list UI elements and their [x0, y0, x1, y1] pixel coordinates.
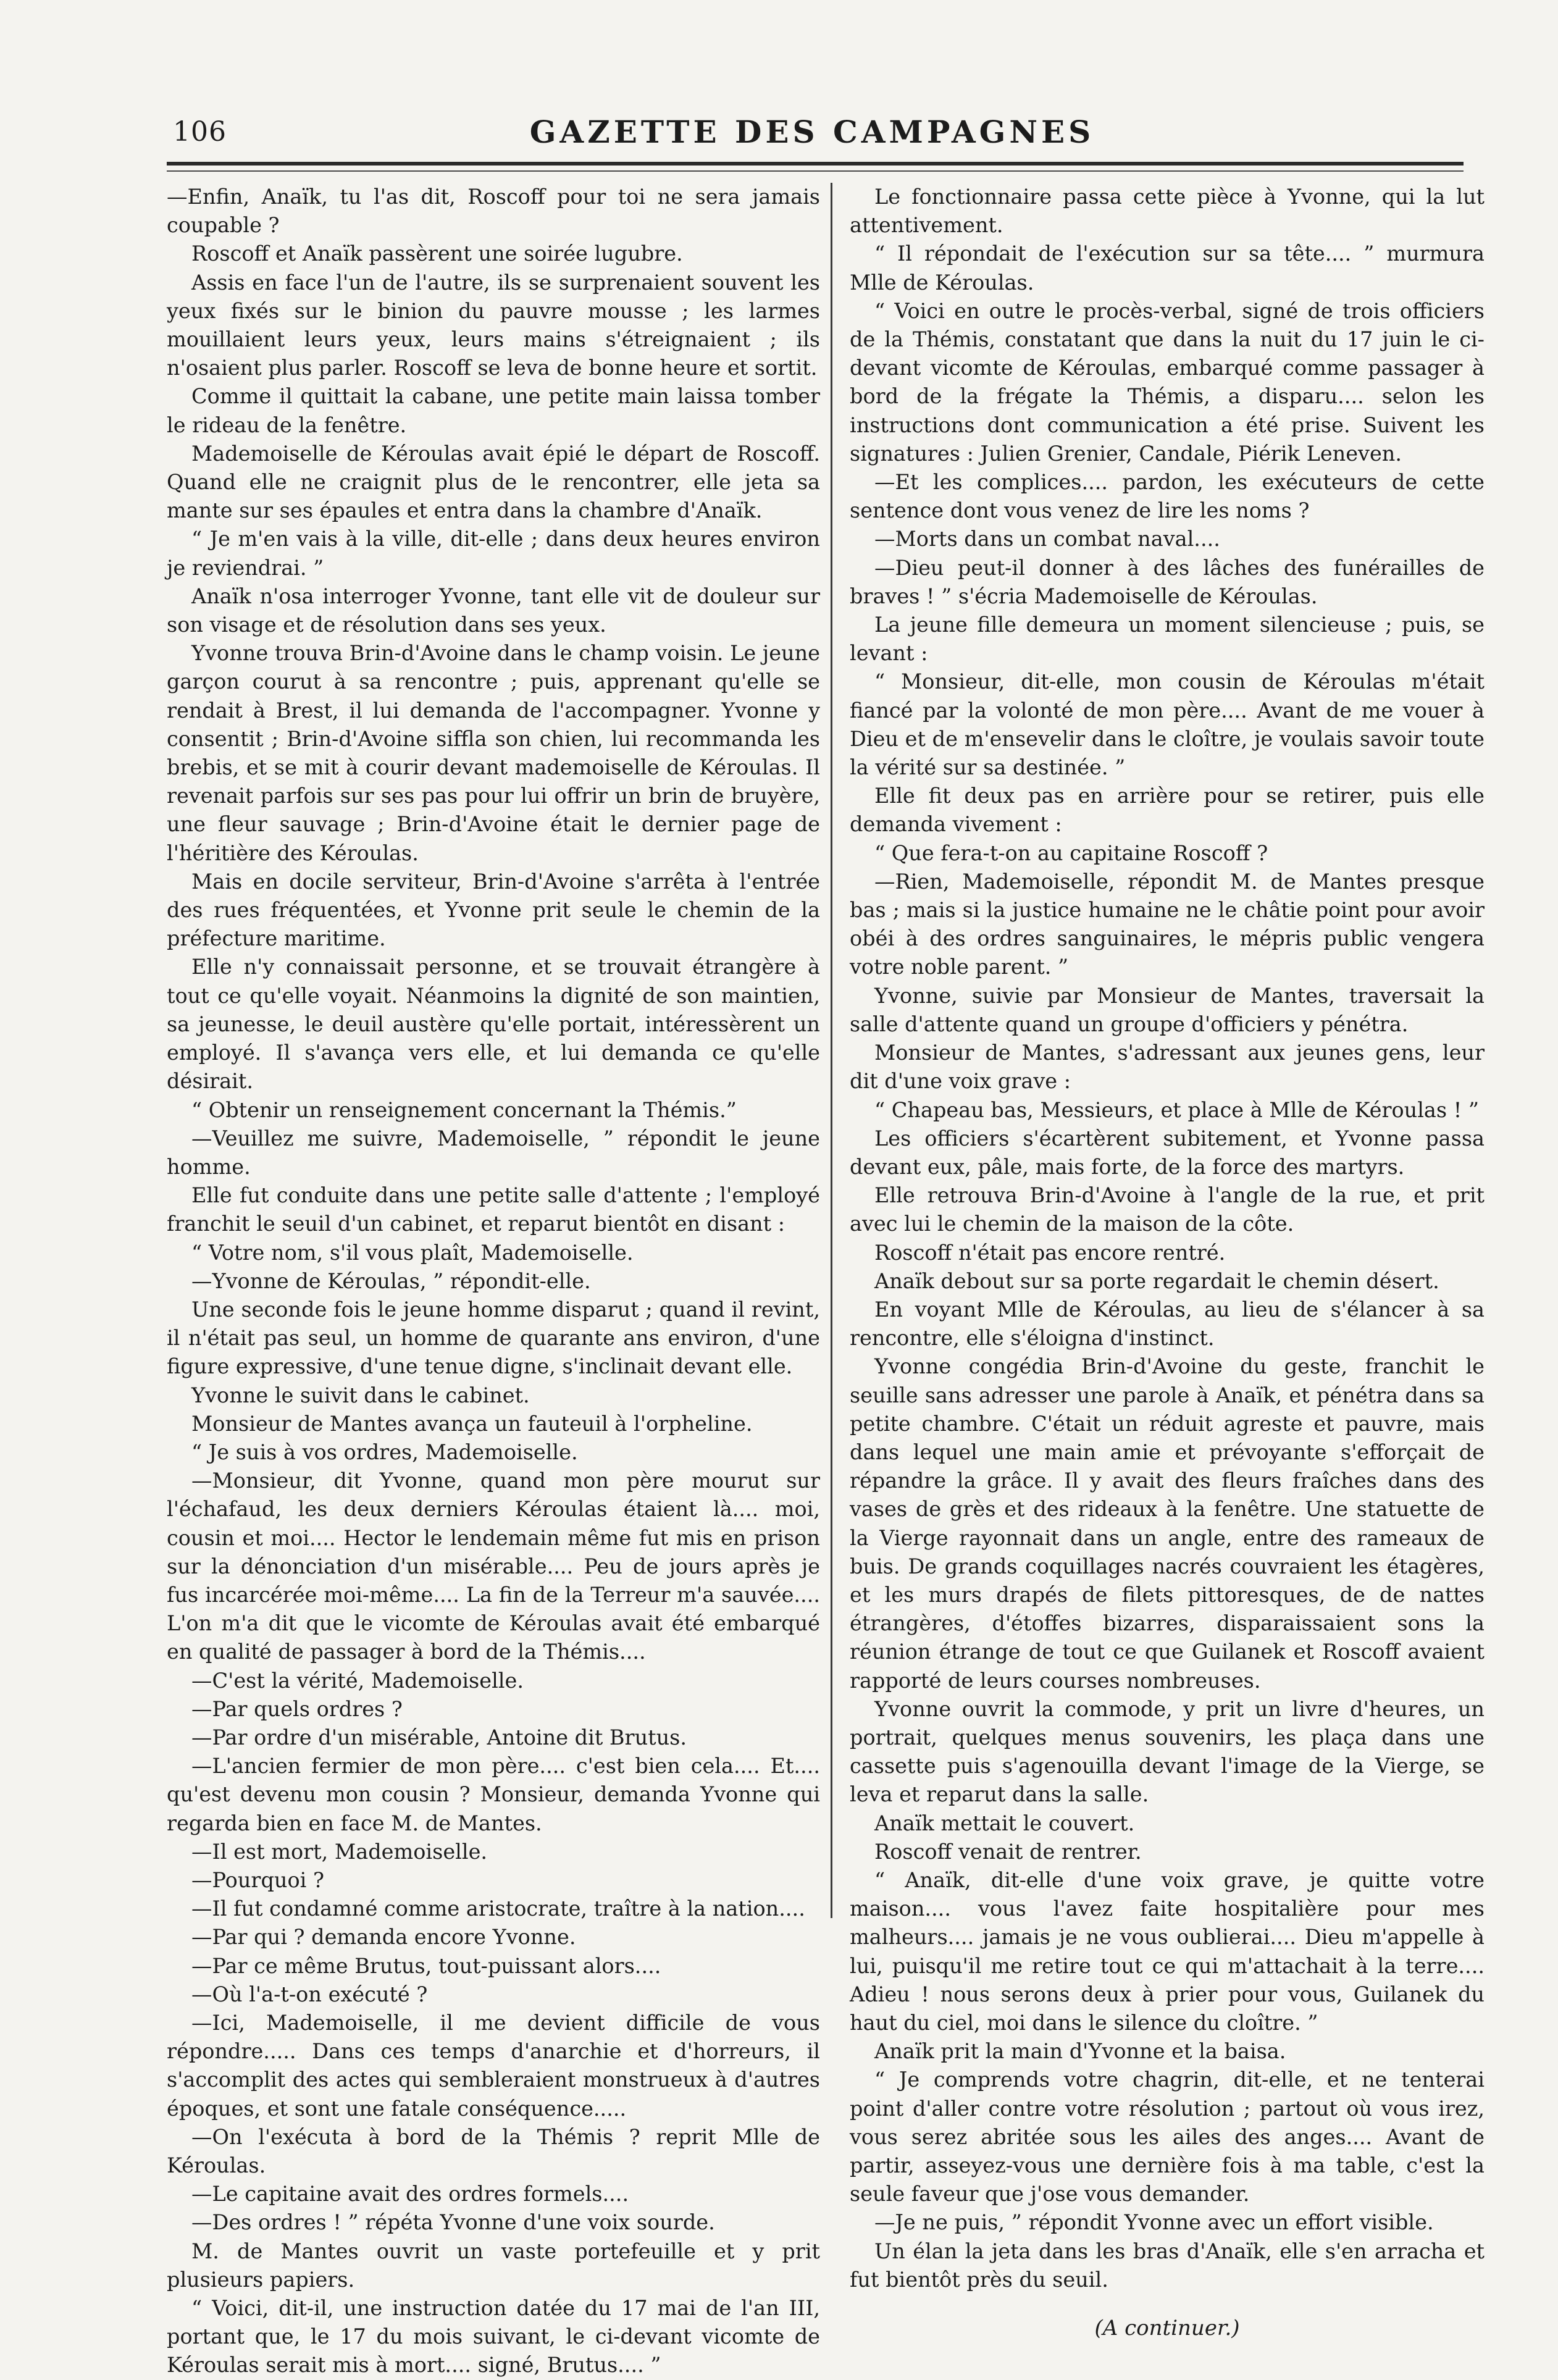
- paragraph: —C'est la vérité, Mademoiselle.: [191, 1668, 524, 1693]
- continuation-note: (A continuer.): [1094, 2316, 1240, 2341]
- paragraph: Anaïk mettait le couvert.: [874, 1811, 1135, 1835]
- paragraph: —On l'exécuta à bord de la Thémis ? reprit Mlle de Kéroulas.: [167, 2124, 820, 2178]
- paragraph: —Je ne puis, ” répondit Yvonne avec un effort visible.: [874, 2210, 1434, 2235]
- paragraph: Elle fit deux pas en arrière pour se retirer, puis elle demanda vivement :: [850, 784, 1485, 837]
- left-column: [167, 183, 820, 2380]
- paragraph: Roscoff et Anaïk passèrent une soirée lugubre.: [191, 241, 683, 266]
- paragraph: Le fonctionnaire passa cette pièce à Yvonne, qui la lut attentivement.: [850, 185, 1485, 238]
- paragraph: —Par ordre d'un misérable, Antoine dit Brutus.: [191, 1725, 687, 1749]
- paragraph: Monsieur de Mantes, s'adressant aux jeunes gens, leur dit d'une voix grave :: [850, 1041, 1485, 1094]
- paragraph: Monsieur de Mantes avança un fauteuil à l'orpheline.: [191, 1411, 753, 1436]
- paragraph: —Le capitaine avait des ordres formels....: [191, 2182, 629, 2206]
- header-rule-thick: [167, 162, 1464, 166]
- paragraph: “ Chapeau bas, Messieurs, et place à Mlle de Kéroulas ! ”: [874, 1097, 1479, 1122]
- paragraph: Yvonne, suivie par Monsieur de Mantes, traversait la salle d'attente quand un groupe d'officiers y pénétra.: [850, 983, 1485, 1036]
- paragraph: —Et les complices.... pardon, les exécuteurs de cette sentence dont vous venez de lire les noms ?: [850, 470, 1485, 523]
- paragraph: “ Voici en outre le procès-verbal, signé de trois officiers de la Thémis, constatant que dans la nuit du 17 juin le ci-devant vicomte de Kéroulas, embarqué comme passager à bord de la frégate la Thémis, a disparu.... selon les instructions dont communication a été prise. Suivent les signatures : Julien Grenier, Candale, Piérik Leneven.: [850, 298, 1485, 466]
- paragraph: Un élan la jeta dans les bras d'Anaïk, elle s'en arracha et fut bientôt près du seuil.: [850, 2239, 1485, 2292]
- paragraph: —Où l'a-t-on exécuté ?: [191, 1982, 428, 2006]
- paragraph: Mais en docile serviteur, Brin-d'Avoine s'arrêta à l'entrée des rues fréquentées, et Yvonne prit seule le chemin de la préfecture maritime.: [167, 869, 820, 951]
- paragraph: Elle n'y connaissait personne, et se trouvait étrangère à tout ce qu'elle voyait. Néanmoins la dignité de son maintien, sa jeunesse, le deuil austère qu'elle portait, intéressèrent un employé. Il s'avança vers elle, et lui demanda ce qu'elle désirait.: [167, 955, 820, 1094]
- paragraph: Une seconde fois le jeune homme disparut ; quand il revint, il n'était pas seul, un homme de quarante ans environ, d'une figure expressive, d'une tenue digne, s'inclinait devant elle.: [167, 1297, 820, 1379]
- page-header: [167, 105, 1457, 154]
- paragraph: —Rien, Mademoiselle, répondit M. de Mantes presque bas ; mais si la justice humaine ne le châtie point pour avoir obéi à des ordres sanguinaires, le mépris public vengera votre noble parent. ”: [850, 869, 1485, 979]
- paragraph: —Ici, Mademoiselle, il me devient difficile de vous répondre..... Dans ces temps d'anarchie et d'horreurs, il s'accomplit des actes qui sembleraient monstrueux à d'autres époques, et sont une fatale conséquence.....: [167, 2011, 820, 2121]
- paragraph: —Il est mort, Mademoiselle.: [191, 1839, 488, 1864]
- paragraph: “ Je suis à vos ordres, Mademoiselle.: [191, 1439, 578, 1464]
- right-column: [850, 183, 1485, 2342]
- paragraph: La jeune fille demeura un moment silencieuse ; puis, se levant :: [850, 613, 1485, 666]
- paragraph: “ Il répondait de l'exécution sur sa tête.... ” murmura Mlle de Kéroulas.: [850, 241, 1485, 295]
- paragraph: —Morts dans un combat naval....: [874, 527, 1220, 551]
- paragraph: —Enfin, Anaïk, tu l'as dit, Roscoff pour toi ne sera jamais coupable ?: [167, 185, 820, 238]
- paragraph: —Par qui ? demanda encore Yvonne.: [191, 1925, 576, 1950]
- paragraph: —Veuillez me suivre, Mademoiselle, ” répondit le jeune homme.: [167, 1126, 820, 1179]
- paragraph: En voyant Mlle de Kéroulas, au lieu de s'élancer à sa rencontre, elle s'éloigna d'instinct.: [850, 1297, 1485, 1351]
- paragraph: Elle retrouva Brin-d'Avoine à l'angle de la rue, et prit avec lui le chemin de la maison de la côte.: [850, 1183, 1485, 1236]
- paragraph: “ Votre nom, s'il vous plaît, Mademoiselle.: [191, 1240, 634, 1265]
- paragraph: Anaïk n'osa interroger Yvonne, tant elle vit de douleur sur son visage et de résolution dans ses yeux.: [167, 584, 820, 637]
- paragraph: Elle fut conduite dans une petite salle d'attente ; l'employé franchit le seuil d'un cabinet, et reparut bientôt en disant :: [167, 1183, 820, 1236]
- paragraph: —Par ce même Brutus, tout-puissant alors....: [191, 1953, 661, 1978]
- paragraph: —Dieu peut-il donner à des lâches des funérailles de braves ! ” s'écria Mademoiselle de Kéroulas.: [850, 555, 1485, 608]
- paragraph: Anaïk debout sur sa porte regardait le chemin désert.: [874, 1268, 1439, 1293]
- paragraph: “ Voici, dit-il, une instruction datée du 17 mai de l'an III, portant que, le 17 du mois suivant, le ci-devant vicomte de Kéroulas serait mis à mort.... signé, Brutus.... ”: [167, 2296, 820, 2378]
- paragraph: “ Monsieur, dit-elle, mon cousin de Kéroulas m'était fiancé par la volonté de mon père.... Avant de me vouer à Dieu et de m'ensevelir dans le cloître, je voulais savoir toute la vérité sur sa destinée. ”: [850, 669, 1485, 780]
- page-number: 106: [173, 116, 227, 148]
- paragraph: Anaïk prit la main d'Yvonne et la baisa.: [874, 2039, 1286, 2064]
- paragraph: Les officiers s'écartèrent subitement, et Yvonne passa devant eux, pâle, mais forte, de la force des martyrs.: [850, 1126, 1485, 1179]
- paragraph: —L'ancien fermier de mon père.... c'est bien cela.... Et.... qu'est devenu mon cousin ? Monsieur, demanda Yvonne qui regarda bien en face M. de Mantes.: [167, 1754, 820, 1835]
- paragraph: “ Anaïk, dit-elle d'une voix grave, je quitte votre maison.... vous l'avez faite hospitalière pour mes malheurs.... jamais je ne vous oublierai.... Dieu m'appelle à lui, puisqu'il me retire tout ce qui m'attachait à la terre.... Adieu ! nous serons deux à prier pour vous, Guilanek du haut du ciel, moi dans le silence du cloître. ”: [850, 1867, 1485, 2035]
- paragraph: —Yvonne de Kéroulas, ” répondit-elle.: [191, 1268, 591, 1293]
- paragraph: Assis en face l'un de l'autre, ils se surprenaient souvent les yeux fixés sur le binion du pauvre mousse ; les larmes mouillaient leurs yeux, leurs mains s'étreignaient ; ils n'osaient plus parler. Roscoff se leva de bonne heure et sortit.: [167, 270, 820, 380]
- paragraph: —Pourquoi ?: [191, 1867, 324, 1892]
- column-divider: [831, 183, 832, 1918]
- newspaper-title: GAZETTE DES CAMPAGNES: [529, 114, 1095, 150]
- paragraph: “ Obtenir un renseignement concernant la Thémis.”: [191, 1097, 737, 1122]
- paragraph: Yvonne trouva Brin-d'Avoine dans le champ voisin. Le jeune garçon courut à sa rencontre ; puis, apprenant qu'elle se rendait à Brest, il lui demanda de l'accompagner. Yvonne y consentit ; Brin-d'Avoine siffla son chien, lui recommanda les brebis, et se mit à courir devant mademoiselle de Kéroulas. Il revenait parfois sur ses pas pour lui offrir un brin de bruyère, une fleur sauvage ; Brin-d'Avoine était le dernier page de l'héritière des Kéroulas.: [167, 641, 820, 865]
- paragraph: Comme il quittait la cabane, une petite main laissa tomber le rideau de la fenêtre.: [167, 384, 820, 437]
- paragraph: Mademoiselle de Kéroulas avait épié le départ de Roscoff. Quand elle ne craignit plus de le rencontrer, elle jeta sa mante sur ses épaules et entra dans la chambre d'Anaïk.: [167, 441, 820, 523]
- paragraph: “ Que fera-t-on au capitaine Roscoff ?: [874, 840, 1268, 865]
- paragraph: “ Je m'en vais à la ville, dit-elle ; dans deux heures environ je reviendrai. ”: [167, 527, 820, 580]
- paragraph: —Il fut condamné comme aristocrate, traître à la nation....: [191, 1896, 805, 1921]
- paragraph: Roscoff venait de rentrer.: [874, 1839, 1142, 1864]
- paragraph: Roscoff n'était pas encore rentré.: [874, 1240, 1226, 1265]
- paragraph: —Des ordres ! ” répéta Yvonne d'une voix sourde.: [191, 2210, 715, 2235]
- paragraph: Yvonne ouvrit la commode, y prit un livre d'heures, un portrait, quelques menus souvenirs, les plaça dans une cassette puis s'agenouilla devant l'image de la Vierge, se leva et reparut dans la salle.: [850, 1696, 1485, 1807]
- paragraph: —Par quels ordres ?: [191, 1696, 403, 1721]
- paragraph: “ Je comprends votre chagrin, dit-elle, et ne tenterai point d'aller contre votre résolution ; partout où vous irez, vous serez abritée sous les ailes des anges.... Avant de partir, asseyez-vous une dernière fois à ma table, c'est la seule faveur que j'ose vous demander.: [850, 2068, 1485, 2206]
- paragraph: M. de Mantes ouvrit un vaste portefeuille et y prit plusieurs papiers.: [167, 2239, 820, 2292]
- paragraph: Yvonne le suivit dans le cabinet.: [191, 1383, 530, 1407]
- paragraph: —Monsieur, dit Yvonne, quand mon père mourut sur l'échafaud, les deux derniers Kéroulas étaient là.... moi, cousin et moi.... Hector le lendemain même fut mis en prison sur la dénonciation d'un misérable.... Peu de jours après je fus incarcérée moi-même.... La fin de la Terreur m'a sauvée.... L'on m'a dit que le vicomte de Kéroulas avait été embarqué en qualité de passager à bord de la Thémis....: [167, 1469, 820, 1664]
- paragraph: Yvonne congédia Brin-d'Avoine du geste, franchit le seuille sans adresser une parole à Anaïk, et pénétra dans sa petite chambre. C'était un réduit agreste et pauvre, mais dans lequel une main amie et prévoyante s'efforçait de répandre la grâce. Il y avait des fleurs fraîches dans des vases de grès et des rideaux à la fenêtre. Une statuette de la Vierge rayonnait dans un angle, entre des rameaux de buis. De grands coquillages nacrés couvraient les étagères, et les murs drapés de filets pittoresques, de de nattes étrangères, d'étoffes bizarres, disparaissaient sons la réunion étrange de tout ce que Guilanek et Roscoff avaient rapporté de leurs courses nombreuses.: [850, 1354, 1485, 1693]
- header-rule-thin: [167, 170, 1464, 172]
